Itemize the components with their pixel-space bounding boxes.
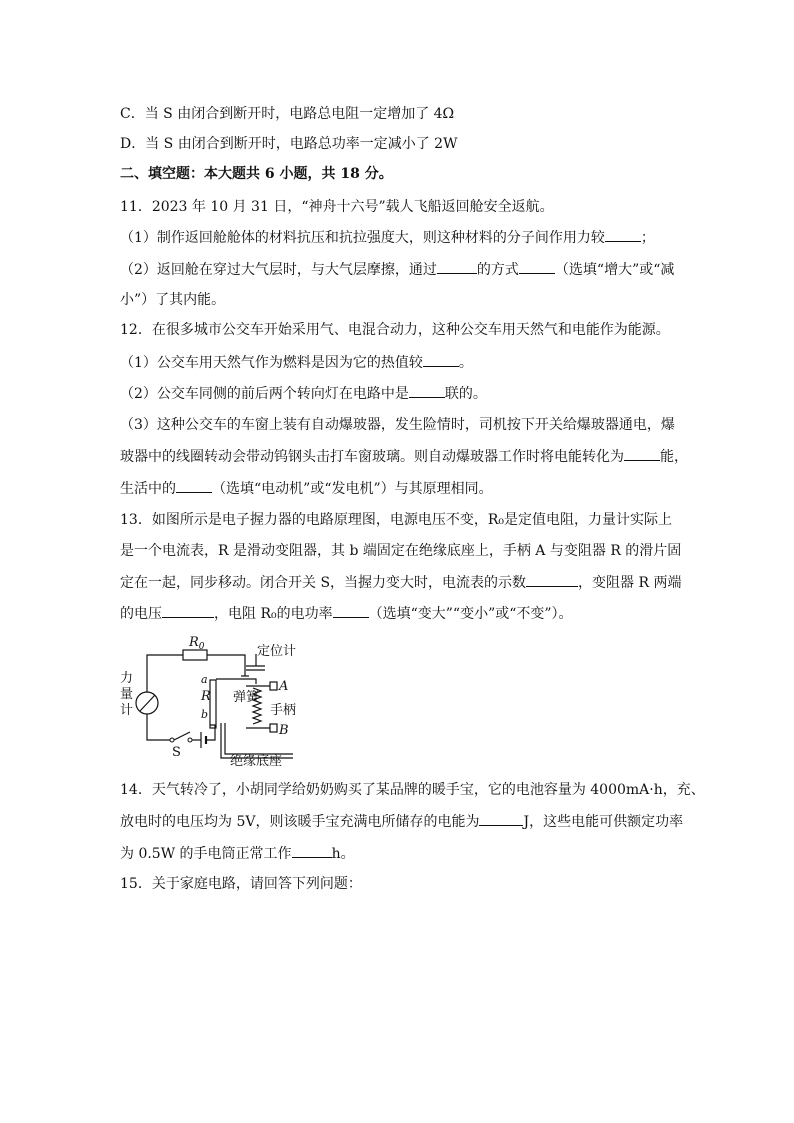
grip-circuit-diagram [115,628,315,768]
answer-blank[interactable] [437,259,477,274]
q11-p2-a: （2）返回舱在穿过大气层时，与大气层摩擦，通过 [120,262,437,278]
label-locator: 定位计 [257,644,297,659]
q12-part2 [120,383,487,404]
q14-l3-a: 为 0.5W 的手电筒正常工作 [120,846,292,862]
handle-b-tip [270,724,277,732]
q11-p1-end: ； [640,230,655,246]
q12-p3-l3-b: （选填“电动机”或“发电机”）与其原理相同。 [212,481,493,497]
answer-blank[interactable] [162,603,214,618]
q12-part3-line2 [120,446,688,467]
q11-stem: 11．2023 年 10 月 31 日，“神舟十六号”载人飞船返回舱安全返航。 [120,199,554,215]
label-liliangji-3: 计 [120,703,134,718]
switch-contact [188,738,192,742]
q13-line4 [120,603,573,624]
q14-line1: 14．天气转冷了，小胡同学给奶奶购买了某品牌的暖手宝，它的电池容量为 4000mA·h，充、 [120,782,705,798]
q13-l4-c: （选填“变大”“变小”或“不变”）。 [368,606,573,622]
q11-part2-cont: 小”）了其内能。 [120,292,226,308]
label-b: b [201,708,209,721]
q14-l2-b: J，这些电能可供额定功率 [523,814,684,830]
q11-p2-b: 的方式 [476,262,519,278]
q12-stem: 12．在很多城市公交车开始采用气、电混合动力，这种公交车用天然气和电能作为能源。 [120,322,670,338]
label-handle-a: A [279,679,289,694]
handle-a-tip [270,682,277,690]
q12-part1 [120,352,473,373]
q14-line3 [120,843,355,864]
q15-stem: 15．关于家庭电路，请回答下列问题： [120,876,362,892]
q12-p2-a: （2）公交车同侧的前后两个转向灯在电路中是 [120,386,409,402]
label-a: a [201,673,208,686]
q13-l3-b: ，变阻器 R 两端 [578,575,682,591]
label-base: 绝缘底座 [230,754,283,768]
wire-top-right [207,655,245,676]
answer-blank[interactable] [526,572,578,587]
wire-bottom-left [147,714,170,740]
ammeter-needle [140,695,155,711]
answer-blank[interactable] [176,478,212,493]
label-handle: 手柄 [270,703,297,718]
q13-line1: 13．如图所示是电子握力器的电路原理图，电源电压不变，R₀是定值电阻，力量计实际上 [120,512,672,528]
q12-p3-l2-b: 能， [660,449,688,465]
q13-line3 [120,572,682,593]
label-rheostat: R [201,689,211,704]
q11-p2-c: （选填“增大”或“减 [554,262,675,278]
answer-blank[interactable] [409,383,445,398]
q12-p1-b: 。 [458,355,473,371]
q12-p3-l3-a: 生活中的 [120,481,176,497]
q12-part3-line3 [120,478,493,499]
q12-p3-l2-a: 玻器中的线圈转动会带动钨钢头击打车窗玻璃。则自动爆玻器工作时将电能转化为 [120,449,624,465]
answer-blank[interactable] [292,843,332,858]
label-handle-b: B [279,723,289,738]
answer-blank[interactable] [479,811,523,826]
label-switch: S [172,745,181,760]
label-liliangji-2: 量 [120,687,134,702]
q14-line2 [120,811,683,832]
q11-part2 [120,259,674,280]
slider [216,679,256,684]
q12-p2-b: 联的。 [444,386,487,402]
q14-l2-a: 放电时的电压均为 5V，则该暖手宝充满电所储存的电能为 [120,814,480,830]
label-r0: $R_0$ [189,635,205,652]
label-spring: 弹簧 [233,690,260,705]
answer-blank[interactable] [605,227,641,242]
q12-part3-line1: （3）这种公交车的车窗上装有自动爆玻器，发生险情时，司机按下开关给爆玻器通电，爆 [120,417,675,433]
answer-blank[interactable] [624,446,660,461]
q13-l4-b: ，电阻 R₀的电功率 [214,606,333,622]
option-c: C．当 S 由闭合到断开时，电路总电阻一定增加了 4Ω [120,106,455,122]
section-heading: 二、填空题：本大题共 6 小题，共 18 分。 [120,166,393,182]
q13-l4-a: 的电压 [120,606,162,622]
q13-line2: 是一个电流表，R 是滑动变阻器，其 b 端固定在绝缘底座上，手柄 A 与变阻器 R 的滑片固 [120,543,682,559]
answer-blank[interactable] [333,603,369,618]
answer-blank[interactable] [519,259,555,274]
q14-l3-b: h。 [331,846,355,862]
answer-blank[interactable] [423,352,459,367]
label-liliangji-1: 力 [120,671,134,686]
q13-l3-a: 定在一起，同步移动。闭合开关 S，当握力变大时，电流表的示数 [120,575,527,591]
q12-p1-a: （1）公交车用天然气作为燃料是因为它的热值较 [120,355,423,371]
rheostat-r [210,680,216,728]
option-d: D．当 S 由闭合到断开时，电路总功率一定减小了 2W [120,136,458,152]
q11-part1 [120,227,655,248]
switch-lever [174,732,190,740]
switch-contact [170,738,174,742]
q11-p1-text: （1）制作返回舱舱体的材料抗压和抗拉强度大，则这种材料的分子间作用力较 [120,230,605,246]
wire-top-left [147,655,183,692]
